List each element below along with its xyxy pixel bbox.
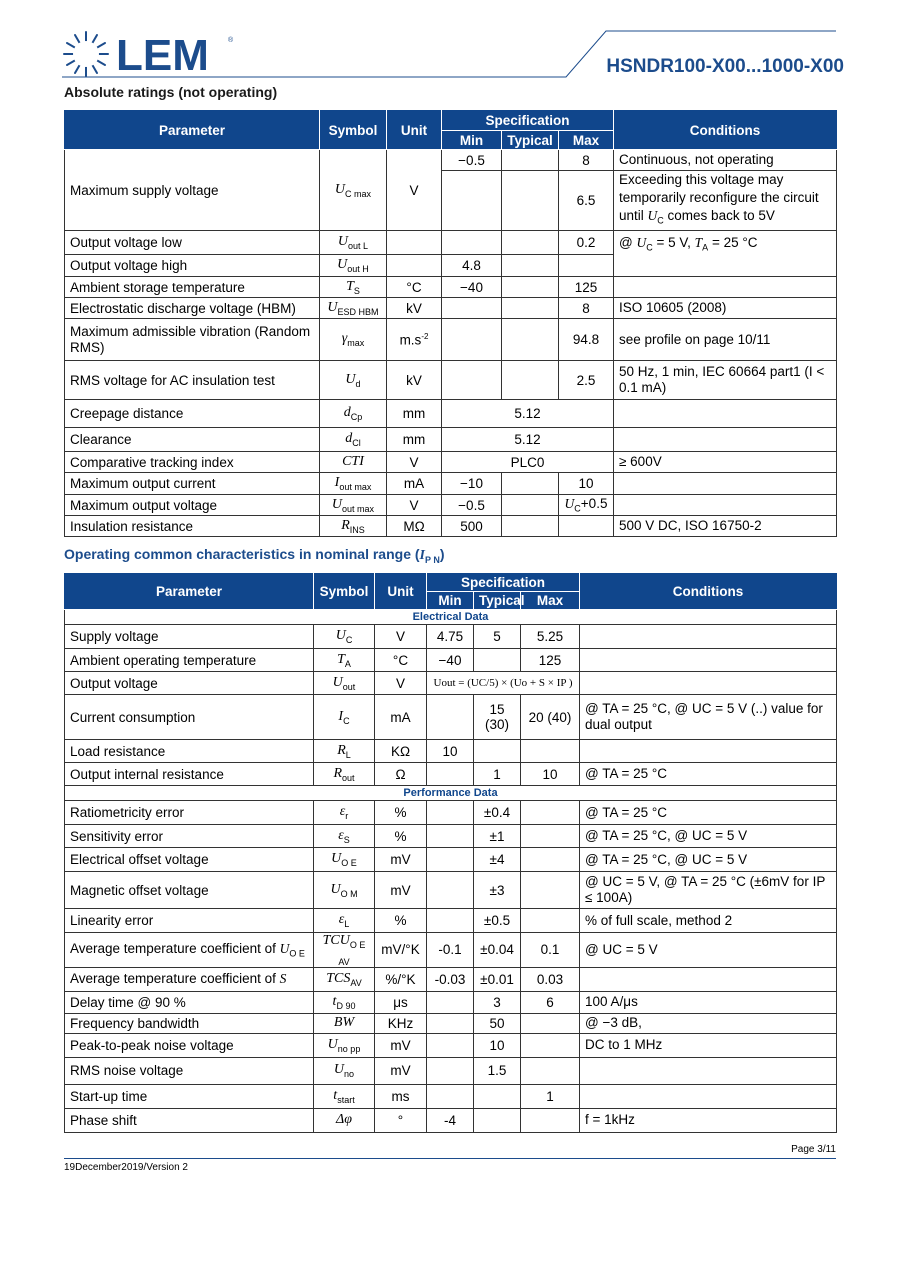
symbol-cell: $U_{out H}$ — [320, 255, 387, 277]
symbol-cell: $U_{no pp}$ — [314, 1033, 375, 1057]
unit-cell: mm — [387, 428, 442, 452]
value-cell: PLC0 — [442, 452, 614, 473]
param-label: Creepage distance — [65, 400, 320, 428]
table-row — [65, 516, 837, 537]
unit-cell: V — [387, 150, 442, 231]
param-label: Supply voltage — [65, 625, 314, 649]
table-row — [65, 452, 837, 473]
symbol-cell: $\varepsilon_r$ — [314, 801, 375, 825]
table-row — [65, 1057, 837, 1084]
param-label: Current consumption — [65, 695, 314, 740]
unit-cell: V — [387, 495, 442, 516]
svg-text:®: ® — [228, 37, 234, 44]
symbol-cell: BW — [314, 1013, 375, 1033]
symbol-cell: $T_A$ — [314, 649, 375, 672]
col-unit: Unit — [387, 111, 442, 150]
param-label: Output voltage — [65, 672, 314, 695]
typ-cell: 15 (30) — [474, 695, 521, 740]
logo-text: LEM — [116, 31, 209, 78]
col-specification: Specification — [442, 111, 614, 131]
unit-cell: mV — [375, 1057, 427, 1084]
condition-cell: @ TA = 25 °C, @ UC = 5 V — [580, 848, 837, 872]
table-row — [65, 909, 837, 933]
symbol-cell: $U_{out}$ — [314, 672, 375, 695]
col-unit: Unit — [375, 574, 427, 610]
unit-cell: $m.s^{-2}$ — [387, 319, 442, 361]
unit-cell: KHz — [375, 1013, 427, 1033]
value-cell: 5.12 — [442, 400, 614, 428]
min-cell: 10 — [427, 740, 474, 763]
max-cell: 8 — [559, 298, 614, 319]
table-row — [65, 695, 837, 740]
symbol-cell: $t_{start}$ — [314, 1084, 375, 1108]
max-cell: 2.5 — [559, 361, 614, 400]
condition-cell: Exceeding this voltage may temporarily reconfigure the circuit until $U_C$ comes back to 5V — [614, 171, 837, 231]
col-parameter: Parameter — [65, 574, 314, 610]
absolute-ratings-table — [64, 110, 837, 537]
condition-cell: @ −3 dB, — [580, 1013, 837, 1033]
typ-cell: 10 — [474, 1033, 521, 1057]
symbol-cell: $U_d$ — [320, 361, 387, 400]
table-row — [65, 625, 837, 649]
param-label: Output voltage high — [65, 255, 320, 277]
symbol-cell: $\gamma_{max}$ — [320, 319, 387, 361]
max-cell: 94.8 — [559, 319, 614, 361]
min-cell: 500 — [442, 516, 502, 537]
param-label: Clearance — [65, 428, 320, 452]
symbol-cell: $R_L$ — [314, 740, 375, 763]
typ-cell: ±4 — [474, 848, 521, 872]
unit-cell: mA — [387, 473, 442, 495]
min-cell: −40 — [427, 649, 474, 672]
unit-cell: V — [375, 672, 427, 695]
col-typical: Typical — [502, 131, 559, 150]
max-cell: 10 — [521, 763, 580, 786]
document-title: HSNDR100-X00...1000-X00 — [606, 56, 844, 77]
col-symbol: Symbol — [314, 574, 375, 610]
max-cell: 0.03 — [521, 967, 580, 991]
symbol-cell: $U_{C max}$ — [320, 150, 387, 231]
condition-cell: see profile on page 10/11 — [614, 319, 837, 361]
symbol-cell: $TCS_{AV}$ — [314, 967, 375, 991]
min-cell: -0.1 — [427, 933, 474, 968]
page-number: Page 3/11 — [791, 1144, 836, 1155]
param-label: Maximum supply voltage — [65, 150, 320, 231]
col-conditions: Conditions — [614, 111, 837, 150]
table-row — [65, 967, 837, 991]
table-row — [65, 150, 837, 171]
condition-cell: @ TA = 25 °C — [580, 763, 837, 786]
table-row — [65, 763, 837, 786]
unit-cell: ° — [375, 1108, 427, 1132]
typ-cell: 1 — [474, 763, 521, 786]
symbol-cell: $R_{INS}$ — [320, 516, 387, 537]
symbol-cell: $d_{Cl}$ — [320, 428, 387, 452]
value-cell: 5.12 — [442, 428, 614, 452]
symbol-cell: $U_{ESD HBM}$ — [320, 298, 387, 319]
unit-cell: °C — [375, 649, 427, 672]
max-cell: 6 — [521, 991, 580, 1013]
table-row — [65, 740, 837, 763]
min-cell: −40 — [442, 277, 502, 298]
param-label: Output voltage low — [65, 231, 320, 255]
unit-cell: kV — [387, 361, 442, 400]
symbol-cell: $I_{out max}$ — [320, 473, 387, 495]
symbol-cell: Δφ — [314, 1108, 375, 1132]
max-cell: 0.1 — [521, 933, 580, 968]
max-cell: 10 — [559, 473, 614, 495]
typ-cell: 1.5 — [474, 1057, 521, 1084]
symbol-cell: $\varepsilon_S$ — [314, 825, 375, 848]
typ-cell: 50 — [474, 1013, 521, 1033]
condition-cell: f = 1kHz — [580, 1108, 837, 1132]
min-cell: −0.5 — [442, 495, 502, 516]
table-row — [65, 1013, 837, 1033]
symbol-cell: $U_{no}$ — [314, 1057, 375, 1084]
max-cell: $U_C+0.5$ — [559, 495, 614, 516]
unit-cell: °C — [387, 277, 442, 298]
param-label: Electrical offset voltage — [65, 848, 314, 872]
typ-cell: 3 — [474, 991, 521, 1013]
typ-cell: ±1 — [474, 825, 521, 848]
table-row — [65, 672, 837, 695]
min-cell: -0.03 — [427, 967, 474, 991]
table-row — [65, 649, 837, 672]
unit-cell: mm — [387, 400, 442, 428]
symbol-cell: $d_{Cp}$ — [320, 400, 387, 428]
min-cell: -4 — [427, 1108, 474, 1132]
unit-cell: mV — [375, 848, 427, 872]
param-label: Comparative tracking index — [65, 452, 320, 473]
max-cell: 6.5 — [559, 171, 614, 231]
max-cell: 125 — [521, 649, 580, 672]
param-label: Load resistance — [65, 740, 314, 763]
param-label: Output internal resistance — [65, 763, 314, 786]
unit-cell: ms — [375, 1084, 427, 1108]
param-label: Magnetic offset voltage — [65, 872, 314, 909]
table-row — [65, 825, 837, 848]
unit-cell: mV — [375, 1033, 427, 1057]
condition-cell: @ TA = 25 °C, @ UC = 5 V (..) value for dual output — [580, 695, 837, 740]
table-row — [65, 428, 837, 452]
symbol-cell: $U_C$ — [314, 625, 375, 649]
param-label: Phase shift — [65, 1108, 314, 1132]
footer-divider — [64, 1158, 836, 1159]
symbol-cell: $R_{out}$ — [314, 763, 375, 786]
table-row — [65, 319, 837, 361]
condition-cell: @ UC = 5 V — [580, 933, 837, 968]
table-row — [65, 298, 837, 319]
unit-cell: KΩ — [375, 740, 427, 763]
condition-cell: @ TA = 25 °C — [580, 801, 837, 825]
col-specification: Specification — [427, 574, 580, 592]
unit-cell: MΩ — [387, 516, 442, 537]
param-label: Sensitivity error — [65, 825, 314, 848]
condition-cell: 100 A/μs — [580, 991, 837, 1013]
param-label: Start-up time — [65, 1084, 314, 1108]
col-min: Min — [427, 592, 474, 610]
param-label: Linearity error — [65, 909, 314, 933]
symbol-cell: CTI — [320, 452, 387, 473]
unit-cell: μs — [375, 991, 427, 1013]
unit-cell: mV/°K — [375, 933, 427, 968]
table-row — [65, 400, 837, 428]
unit-cell: %/°K — [375, 967, 427, 991]
lem-logo — [62, 30, 242, 78]
symbol-cell: $T_S$ — [320, 277, 387, 298]
condition-cell: @ $U_C = 5$ V, $T_A = 25$ °C — [614, 231, 837, 277]
unit-cell: % — [375, 825, 427, 848]
symbol-cell: $TCU_{O E AV}$ — [314, 933, 375, 968]
typ-cell: ±0.4 — [474, 801, 521, 825]
condition-cell: @ UC = 5 V, @ TA = 25 °C (±6mV for IP ≤ 100A) — [580, 872, 837, 909]
symbol-cell: $U_{O E}$ — [314, 848, 375, 872]
table-row — [65, 801, 837, 825]
unit-cell: kV — [387, 298, 442, 319]
param-label: Ratiometricity error — [65, 801, 314, 825]
table-row — [65, 1033, 837, 1057]
symbol-cell: $\varepsilon_L$ — [314, 909, 375, 933]
condition-cell: % of full scale, method 2 — [580, 909, 837, 933]
param-label: Frequency bandwidth — [65, 1013, 314, 1033]
param-label: Ambient storage temperature — [65, 277, 320, 298]
max-cell: 0.2 — [559, 231, 614, 255]
max-cell: 20 (40) — [521, 695, 580, 740]
table-row — [65, 933, 837, 968]
table-row — [65, 277, 837, 298]
symbol-cell: $U_{out L}$ — [320, 231, 387, 255]
param-label: Maximum admissible vibration (Random RMS) — [65, 319, 320, 361]
col-max: Max — [559, 131, 614, 150]
param-label: Ambient operating temperature — [65, 649, 314, 672]
col-conditions: Conditions — [580, 574, 837, 610]
max-cell: 1 — [521, 1084, 580, 1108]
table-row — [65, 1084, 837, 1108]
min-cell: 4.8 — [442, 255, 502, 277]
min-cell: −10 — [442, 473, 502, 495]
min-cell: −0.5 — [442, 150, 502, 171]
symbol-cell: $U_{O M}$ — [314, 872, 375, 909]
param-label: Average temperature coefficient of $U_{O E}$ — [65, 933, 314, 968]
table-row — [65, 1108, 837, 1132]
max-cell: 8 — [559, 150, 614, 171]
unit-cell: V — [375, 625, 427, 649]
table-row — [65, 231, 837, 255]
unit-cell: % — [375, 909, 427, 933]
unit-cell: Ω — [375, 763, 427, 786]
formula-cell: Uout = (UC/5) × (Uo + S × IP ) — [427, 672, 580, 695]
param-label: RMS voltage for AC insulation test — [65, 361, 320, 400]
table-row — [65, 848, 837, 872]
param-label: Average temperature coefficient of S — [65, 967, 314, 991]
section-title-absolute: Absolute ratings (not operating) — [64, 84, 278, 100]
table-row — [65, 872, 837, 909]
condition-cell: 50 Hz, 1 min, IEC 60664 part1 (I < 0.1 mA) — [614, 361, 837, 400]
condition-cell: ISO 10605 (2008) — [614, 298, 837, 319]
typ-cell: ±0.01 — [474, 967, 521, 991]
max-cell: 125 — [559, 277, 614, 298]
typ-cell: ±0.5 — [474, 909, 521, 933]
col-symbol: Symbol — [320, 111, 387, 150]
min-cell: 4.75 — [427, 625, 474, 649]
param-label: Electrostatic discharge voltage (HBM) — [65, 298, 320, 319]
param-label: Maximum output current — [65, 473, 320, 495]
unit-cell: % — [375, 801, 427, 825]
condition-cell: ≥ 600V — [614, 452, 837, 473]
unit-cell: V — [387, 452, 442, 473]
symbol-cell: $U_{out max}$ — [320, 495, 387, 516]
param-label: Delay time @ 90 % — [65, 991, 314, 1013]
symbol-cell: $I_C$ — [314, 695, 375, 740]
param-label: RMS noise voltage — [65, 1057, 314, 1084]
table-row — [65, 361, 837, 400]
table-row — [65, 473, 837, 495]
typ-cell: ±3 — [474, 872, 521, 909]
max-cell: 5.25 — [521, 625, 580, 649]
document-version: 19December2019/Version 2 — [64, 1162, 188, 1173]
band-performance-data: Performance Data — [65, 786, 837, 801]
unit-cell: mV — [375, 872, 427, 909]
col-parameter: Parameter — [65, 111, 320, 150]
param-label: Peak-to-peak noise voltage — [65, 1033, 314, 1057]
condition-cell: @ TA = 25 °C, @ UC = 5 V — [580, 825, 837, 848]
band-electrical-data: Electrical Data — [65, 610, 837, 625]
operating-characteristics-table — [64, 573, 837, 1133]
table-row — [65, 495, 837, 516]
typ-cell: ±0.04 — [474, 933, 521, 968]
col-min: Min — [442, 131, 502, 150]
table-row — [65, 991, 837, 1013]
col-max: Max — [521, 592, 580, 610]
symbol-cell: $t_{D 90}$ — [314, 991, 375, 1013]
param-label: Maximum output voltage — [65, 495, 320, 516]
condition-cell: 500 V DC, ISO 16750-2 — [614, 516, 837, 537]
section-title-operating: Operating common characteristics in nominal range $(I_{P N})$ — [64, 546, 445, 565]
col-typical: Typical — [474, 592, 521, 610]
typ-cell: 5 — [474, 625, 521, 649]
unit-cell: mA — [375, 695, 427, 740]
condition-cell: Continuous, not operating — [614, 150, 837, 171]
condition-cell: DC to 1 MHz — [580, 1033, 837, 1057]
param-label: Insulation resistance — [65, 516, 320, 537]
